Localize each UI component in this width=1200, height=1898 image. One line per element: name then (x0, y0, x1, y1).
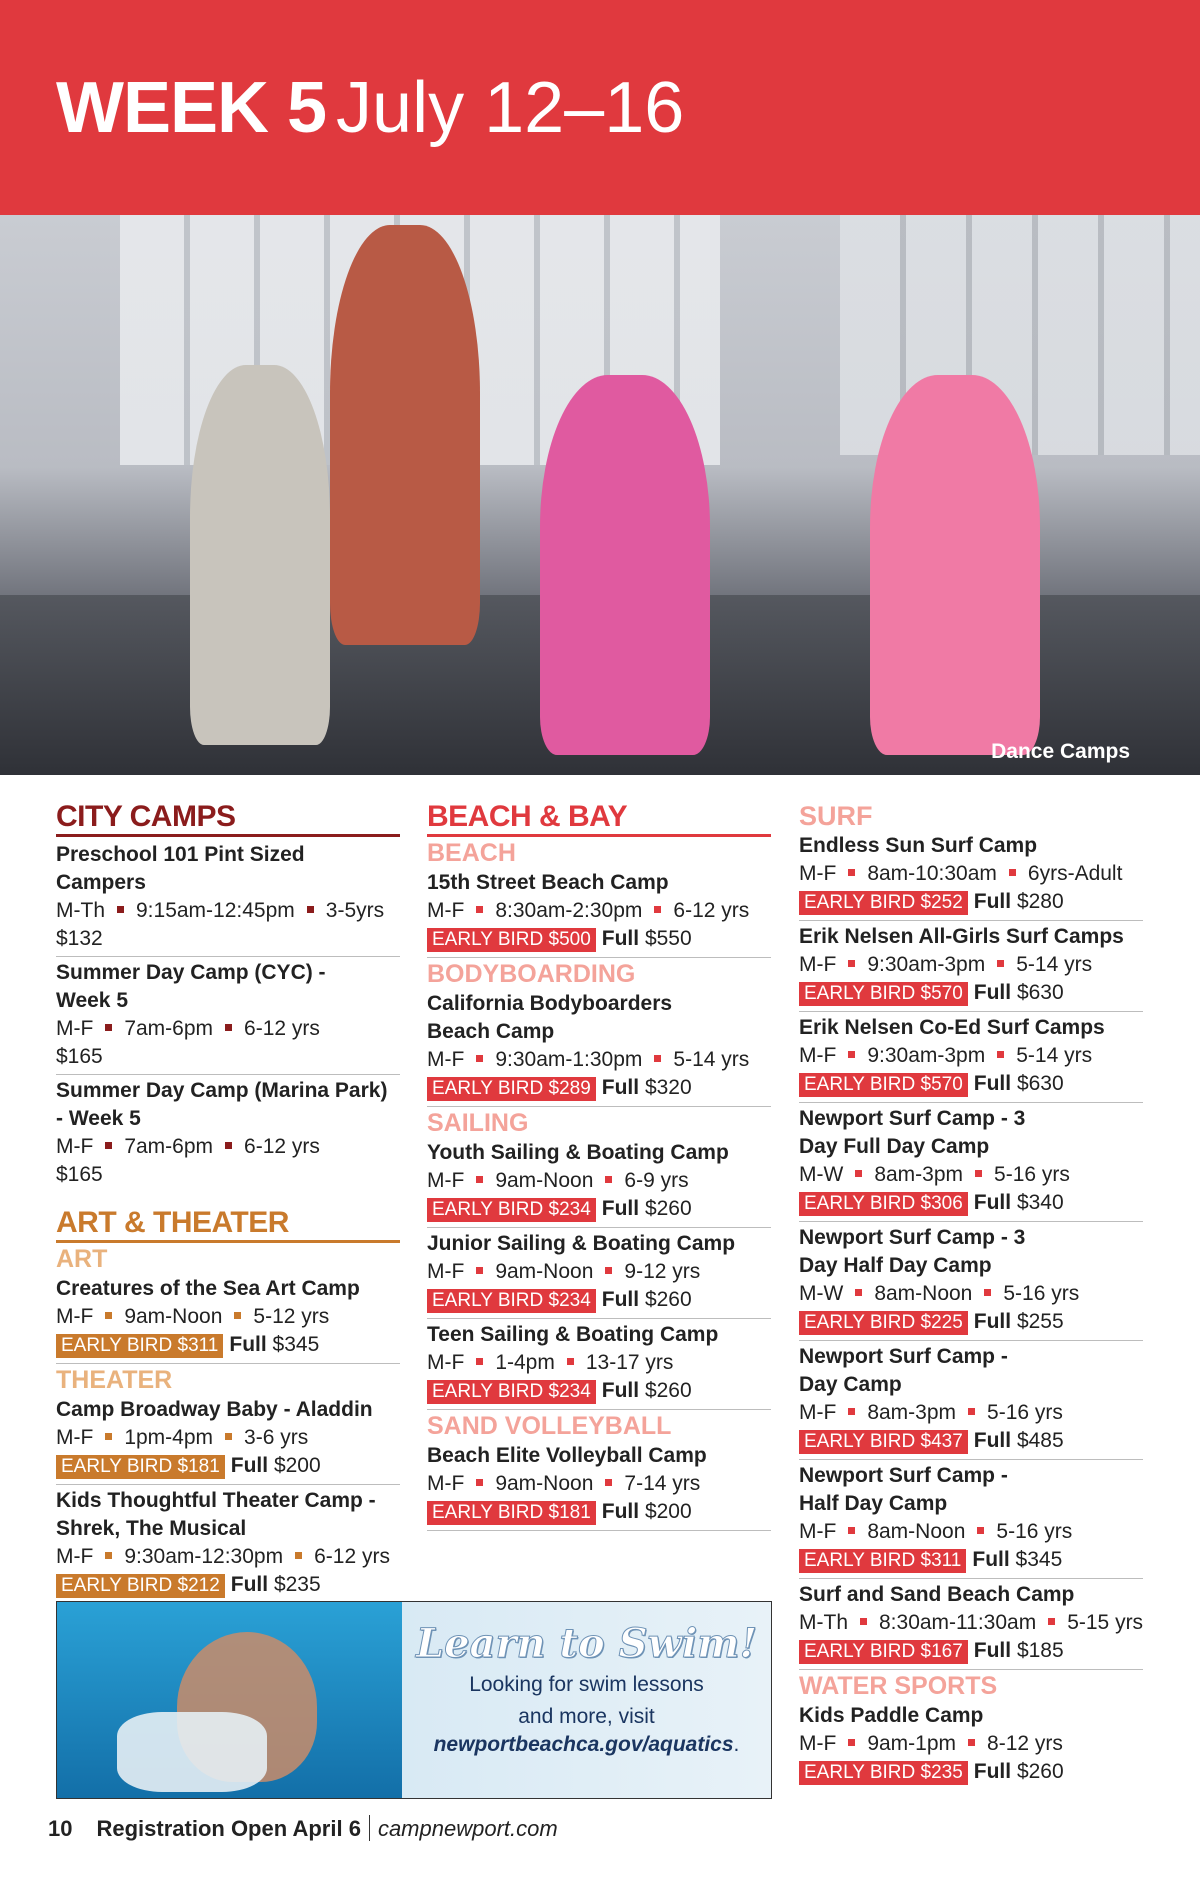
week-title (56, 68, 685, 148)
city-camps-heading: CITY CAMPS (56, 800, 400, 837)
camp-schedule: M-F 7am-6pm 6-12 yrs (56, 1135, 320, 1158)
camp-price: EARLY BIRD $181 Full $200 (56, 1452, 400, 1481)
registration-note: Registration Open April 6 (96, 1816, 361, 1841)
camp-name: Beach Elite Volleyball Camp (427, 1444, 707, 1467)
early-bird-badge: EARLY BIRD $306 (799, 1192, 968, 1216)
site-url[interactable]: campnewport.com (377, 1816, 558, 1841)
camp-price: $165 (56, 1045, 103, 1068)
early-bird-badge: EARLY BIRD $289 (427, 1077, 596, 1101)
column-1 (56, 800, 400, 1603)
camp-name: Erik Nelsen All-Girls Surf Camps (799, 925, 1124, 948)
camp-listing (799, 830, 1143, 921)
swim-ad-line2: and more, visit (518, 1705, 655, 1728)
camp-schedule: M-F 7am-6pm 6-12 yrs (56, 1017, 320, 1040)
early-bird-badge: EARLY BIRD $235 (799, 1761, 968, 1785)
surf-camp-list (799, 830, 1143, 1670)
camp-name: California Bodyboarders Beach Camp (427, 992, 673, 1043)
camp-price: EARLY BIRD $225 Full $255 (799, 1308, 1143, 1337)
camp-name: Teen Sailing & Boating Camp (427, 1323, 719, 1346)
sailing-subheading: SAILING (427, 1109, 529, 1137)
camp-name: Preschool 101 Pint Sized Campers (56, 843, 305, 894)
camp-schedule: M-F 9:30am-3pm 5-14 yrs (799, 1044, 1093, 1067)
week-banner (0, 0, 1200, 215)
camp-listing (56, 1273, 400, 1364)
camp-schedule: M-F 1-4pm 13-17 yrs (427, 1351, 674, 1374)
camp-listing (799, 921, 1143, 1012)
camp-price: EARLY BIRD $235 Full $260 (799, 1758, 1143, 1787)
camp-listing (799, 1012, 1143, 1103)
camp-listing (799, 1460, 1143, 1579)
camp-price: EARLY BIRD $500 Full $550 (427, 925, 771, 954)
camp-name: Surf and Sand Beach Camp (799, 1583, 1075, 1606)
camp-schedule: M-F 9am-1pm 8-12 yrs (799, 1732, 1063, 1755)
page-footer (48, 1815, 558, 1842)
camp-price: EARLY BIRD $311 Full $345 (799, 1546, 1143, 1575)
camp-name: Newport Surf Camp - Half Day Camp (799, 1464, 1008, 1515)
aquatics-link-line: newportbeachca.gov/aquatics. (433, 1733, 740, 1756)
camp-name: Junior Sailing & Boating Camp (427, 1232, 736, 1255)
beach-subheading: BEACH (427, 839, 516, 867)
instructor-figure (330, 225, 480, 645)
camp-listing (56, 1394, 400, 1485)
photo-caption: Dance Camps (991, 740, 1130, 763)
column-3 (799, 800, 1143, 1790)
beach-bay-heading: BEACH & BAY (427, 800, 771, 837)
camp-listing (56, 1485, 400, 1603)
early-bird-badge: EARLY BIRD $437 (799, 1430, 968, 1454)
camp-schedule: M-F 8:30am-2:30pm 6-12 yrs (427, 899, 750, 922)
art-subheading: ART (56, 1245, 108, 1273)
camp-schedule: M-F 9:30am-1:30pm 5-14 yrs (427, 1048, 750, 1071)
camp-price: $132 (56, 927, 103, 950)
water-sports-subheading: WATER SPORTS (799, 1672, 998, 1700)
camp-schedule: M-F 9am-Noon 9-12 yrs (427, 1260, 701, 1283)
camp-price: EARLY BIRD $212 Full $235 (56, 1571, 400, 1600)
swim-ad-title: Learn to Swim! (415, 1620, 758, 1667)
camp-price: EARLY BIRD $167 Full $185 (799, 1637, 1143, 1666)
camp-schedule: M-W 8am-Noon 5-16 yrs (799, 1282, 1080, 1305)
swimmer-photo (57, 1602, 402, 1798)
camp-listing (427, 1440, 771, 1531)
camp-schedule: M-F 9am-Noon 6-9 yrs (427, 1169, 689, 1192)
camp-name: Erik Nelsen Co-Ed Surf Camps (799, 1016, 1105, 1039)
early-bird-badge: EARLY BIRD $234 (427, 1289, 596, 1313)
camp-name: Summer Day Camp (Marina Park) - Week 5 (56, 1079, 388, 1130)
camp-name: Kids Thoughtful Theater Camp - Shrek, The Musical (56, 1489, 376, 1540)
theater-subheading: THEATER (56, 1366, 173, 1394)
camp-schedule: M-F 1pm-4pm 3-6 yrs (56, 1426, 309, 1449)
camp-price: EARLY BIRD $289 Full $320 (427, 1074, 771, 1103)
camp-listing (427, 1319, 771, 1410)
camp-schedule: M-F 8am-10:30am 6yrs-Adult (799, 862, 1123, 885)
camp-listing (427, 1137, 771, 1228)
early-bird-badge: EARLY BIRD $311 (799, 1549, 966, 1573)
early-bird-badge: EARLY BIRD $212 (56, 1574, 225, 1598)
swim-ad-text (402, 1602, 771, 1798)
camp-listing (427, 988, 771, 1107)
early-bird-badge: EARLY BIRD $234 (427, 1198, 596, 1222)
camp-price: EARLY BIRD $306 Full $340 (799, 1189, 1143, 1218)
camp-schedule: M-F 9:30am-12:30pm 6-12 yrs (56, 1545, 390, 1568)
camp-name: 15th Street Beach Camp (427, 871, 669, 894)
camp-schedule: M-F 9am-Noon 5-12 yrs (56, 1305, 330, 1328)
page-number: 10 (48, 1816, 73, 1841)
girl-tutu-figure (540, 375, 710, 755)
camp-price: EARLY BIRD $234 Full $260 (427, 1377, 771, 1406)
early-bird-badge: EARLY BIRD $500 (427, 928, 596, 952)
camp-schedule: M-Th 9:15am-12:45pm 3-5yrs (56, 899, 385, 922)
camp-price: EARLY BIRD $234 Full $260 (427, 1286, 771, 1315)
camp-price: EARLY BIRD $570 Full $630 (799, 979, 1143, 1008)
camp-name: Kids Paddle Camp (799, 1704, 984, 1727)
camp-listing (799, 1700, 1143, 1790)
camp-schedule: M-F 9am-Noon 7-14 yrs (427, 1472, 701, 1495)
camp-listing (427, 867, 771, 958)
camp-price: EARLY BIRD $437 Full $485 (799, 1427, 1143, 1456)
camp-listing (799, 1341, 1143, 1460)
camp-listing (56, 957, 400, 1075)
swim-ad-line1: Looking for swim lessons (469, 1673, 704, 1696)
camp-name: Youth Sailing & Boating Camp (427, 1141, 729, 1164)
camp-listing (799, 1103, 1143, 1222)
girl-sequin-figure (190, 365, 330, 745)
camp-name: Newport Surf Camp - Day Camp (799, 1345, 1008, 1396)
aquatics-link[interactable]: newportbeachca.gov/aquatics (433, 1733, 734, 1756)
column-2 (427, 800, 771, 1531)
camp-listing (799, 1579, 1143, 1670)
camp-schedule: M-W 8am-3pm 5-16 yrs (799, 1163, 1070, 1186)
camp-name: Endless Sun Surf Camp (799, 834, 1038, 857)
learn-to-swim-ad[interactable] (56, 1601, 772, 1799)
early-bird-badge: EARLY BIRD $181 (56, 1455, 225, 1479)
early-bird-badge: EARLY BIRD $311 (56, 1334, 223, 1358)
camp-listing (56, 1075, 400, 1192)
week-number: WEEK 5 (56, 68, 327, 148)
camp-name: Newport Surf Camp - 3 Day Full Day Camp (799, 1107, 1026, 1158)
dance-camp-photo (0, 215, 1200, 775)
camp-listing (799, 1222, 1143, 1341)
early-bird-badge: EARLY BIRD $252 (799, 891, 968, 915)
camp-name: Newport Surf Camp - 3 Day Half Day Camp (799, 1226, 1026, 1277)
camp-price: EARLY BIRD $181 Full $200 (427, 1498, 771, 1527)
camp-name: Creatures of the Sea Art Camp (56, 1277, 360, 1300)
camp-name: Summer Day Camp (CYC) - Week 5 (56, 961, 326, 1012)
camp-schedule: M-F 8am-3pm 5-16 yrs (799, 1401, 1063, 1424)
camp-listing (427, 1228, 771, 1319)
girl-pink-figure (870, 375, 1040, 755)
early-bird-badge: EARLY BIRD $570 (799, 1073, 968, 1097)
camp-price: $165 (56, 1163, 103, 1186)
early-bird-badge: EARLY BIRD $234 (427, 1380, 596, 1404)
early-bird-badge: EARLY BIRD $225 (799, 1311, 968, 1335)
camp-price: EARLY BIRD $311 Full $345 (56, 1331, 400, 1360)
camp-price: EARLY BIRD $252 Full $280 (799, 888, 1143, 917)
early-bird-badge: EARLY BIRD $570 (799, 982, 968, 1006)
bodyboarding-subheading: BODYBOARDING (427, 960, 636, 988)
volleyball-subheading: SAND VOLLEYBALL (427, 1412, 672, 1440)
camp-price: EARLY BIRD $234 Full $260 (427, 1195, 771, 1224)
surf-heading: SURF (799, 801, 873, 831)
camp-listing (56, 839, 400, 957)
week-dates: July 12–16 (336, 68, 685, 148)
early-bird-badge: EARLY BIRD $167 (799, 1640, 968, 1664)
camp-schedule: M-F 8am-Noon 5-16 yrs (799, 1520, 1073, 1543)
art-theater-heading: ART & THEATER (56, 1206, 400, 1243)
early-bird-badge: EARLY BIRD $181 (427, 1501, 596, 1525)
camp-price: EARLY BIRD $570 Full $630 (799, 1070, 1143, 1099)
camp-schedule: M-F 9:30am-3pm 5-14 yrs (799, 953, 1093, 976)
camp-schedule: M-Th 8:30am-11:30am 5-15 yrs (799, 1611, 1144, 1634)
camp-name: Camp Broadway Baby - Aladdin (56, 1398, 373, 1421)
